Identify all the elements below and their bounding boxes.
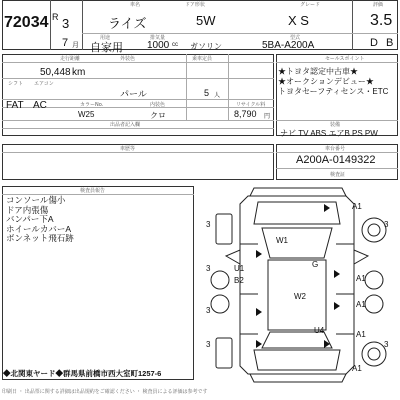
header-cert: 検査証 [330, 172, 346, 178]
color-number: W25 [78, 110, 95, 119]
inspector-notes [6, 196, 74, 244]
selling-point-item: トヨタセーフティセンス・ETC [278, 87, 389, 96]
overall-score: 3.5 [370, 12, 393, 29]
equipment: ナビ TV ABS エアB PS PW [280, 129, 378, 138]
model-code: 5BA-A200A [262, 40, 315, 51]
header-shift: シフト [8, 81, 24, 87]
separator [82, 0, 83, 50]
separator [276, 168, 398, 169]
damage-label: A1 [352, 202, 362, 211]
header-model: 型式 [290, 35, 301, 41]
bracket-label: 3 [206, 340, 211, 349]
damage-label: A1 [356, 330, 366, 339]
header-selling-points: セールスポイント [325, 56, 365, 62]
separator [352, 0, 353, 50]
color: パール [120, 89, 147, 99]
exterior-grade: B [386, 37, 394, 49]
separator [2, 62, 274, 63]
damage-label: W2 [294, 292, 306, 301]
ac: AC [33, 100, 47, 111]
header-report: 検査員報告 [80, 188, 106, 194]
car-name: ライズ [108, 16, 147, 31]
separator [186, 54, 187, 120]
inspector-note: ドア内張傷 [6, 204, 49, 215]
header-recycle: リサイクル料 [236, 102, 266, 108]
model-year: 3 [62, 16, 70, 31]
trim-color: クロ [150, 111, 166, 120]
header-capacity: 乗車定員 [192, 56, 213, 62]
header-usage: 用途 [100, 35, 111, 41]
bracket-label: 3 [206, 306, 211, 315]
displacement-unit: cc [172, 42, 178, 48]
separator [50, 0, 51, 50]
selling-point-item: ★オークションデビュー★ [278, 77, 374, 86]
recycle-unit: 円 [264, 114, 271, 120]
damage-label: G [312, 260, 319, 269]
header-trim: 内装色 [150, 102, 166, 108]
damage-label: W1 [276, 236, 288, 245]
header-displacement: 排気量 [150, 35, 166, 41]
damage-diagram [196, 184, 400, 384]
damage-label: A1 [356, 300, 366, 309]
damage-label: U4 [314, 326, 325, 335]
displacement: 1000 [147, 40, 170, 51]
inspector-note: ボンネット飛石跡 [6, 233, 74, 243]
separator [82, 33, 398, 34]
header-history: 車歴等 [120, 146, 136, 152]
inspector-note: ホイールカバーA [6, 223, 72, 234]
usage: 自家用 [90, 42, 123, 54]
location: ◆北関東ヤード◆群馬県前橋市西大室町1257-6 [3, 369, 162, 378]
month: 7 [62, 37, 69, 49]
header-score: 評価 [373, 2, 384, 8]
capacity: 5 [204, 88, 210, 98]
header-seller: 出品者記入欄 [110, 122, 141, 128]
selling-point-item: ★トヨタ認定中古車★ [278, 67, 358, 76]
shift: FAT [6, 100, 24, 111]
grade: X S [288, 13, 309, 28]
header-chassis: 車台番号 [325, 146, 346, 152]
header-doors: ドア形状 [185, 2, 205, 8]
separator [2, 78, 274, 79]
header-name: 車名 [130, 2, 141, 8]
doors: 5W [196, 13, 216, 28]
history-block [2, 144, 274, 180]
damage-label: A1 [352, 364, 362, 373]
month-unit: 月 [72, 42, 79, 49]
lot-number: 72034 [4, 14, 49, 31]
chassis-number: A200A-0149322 [296, 154, 376, 166]
header-ac: エアコン [34, 81, 54, 87]
bracket-label: 3 [206, 264, 211, 273]
separator [2, 128, 274, 129]
capacity-unit: 人 [214, 93, 221, 99]
header-mileage: 走行距離 [60, 56, 81, 62]
footer-text: 印刷日 ・ 出品票に関する詳細は出品規約をご確認ください ・ 検査員による評価は参考です [2, 389, 208, 395]
mileage-unit: km [72, 67, 86, 78]
inspector-note: バンパー下A [6, 214, 54, 224]
fuel: ガソリン [190, 42, 222, 51]
header-color: 外装色 [120, 56, 136, 62]
header-grade: グレード [300, 2, 321, 8]
bracket-label: 3 [206, 220, 211, 229]
damage-label: B2 [234, 276, 244, 285]
bracket-label: 3 [384, 220, 389, 229]
era-letter: R [52, 12, 59, 22]
interior-grade: D [370, 37, 378, 49]
separator [276, 152, 398, 153]
header-color-no: カラーNo. [80, 102, 104, 108]
separator [2, 152, 274, 153]
separator [228, 54, 229, 120]
damage-label: U1 [234, 264, 245, 273]
inspector-note: コンソール傷小 [6, 195, 66, 205]
car-outline [196, 184, 400, 384]
header-equipment: 装備 [330, 122, 341, 128]
recycle-fee: 8,790 [234, 109, 257, 119]
separator [276, 62, 398, 63]
bracket-label: 3 [384, 340, 389, 349]
damage-label: A1 [356, 274, 366, 283]
mileage: 50,448 [40, 67, 71, 78]
